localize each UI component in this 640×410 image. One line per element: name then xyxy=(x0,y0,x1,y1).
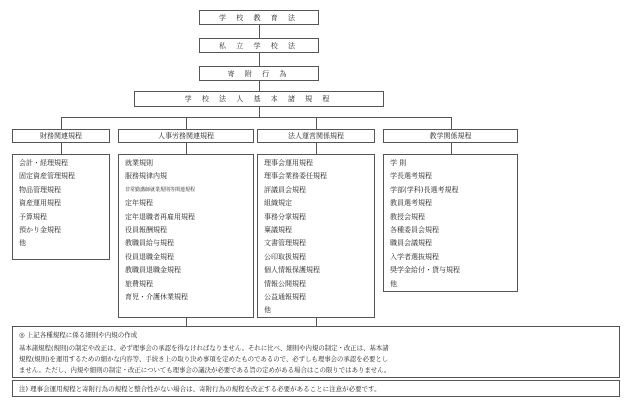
category-list-corporate xyxy=(257,154,375,318)
list-item: 事務分掌規程 xyxy=(264,212,306,221)
basic-rules-label: 学 校 法 人 基 本 諸 規 程 xyxy=(184,95,334,103)
list-item: 奨学金給付・貸与規程 xyxy=(390,266,460,275)
connector xyxy=(316,143,317,154)
category-title: 教学関係規程 xyxy=(429,132,472,140)
list-item: 預かり金規程 xyxy=(19,226,61,235)
list-item: 職員会議規程 xyxy=(390,239,432,248)
list-item: 固定資産管理規程 xyxy=(19,172,75,181)
list-item: 教職員退職金規程 xyxy=(125,266,181,275)
list-item: 学長選考規程 xyxy=(390,172,432,181)
list-item: 定年規程 xyxy=(125,199,153,208)
list-item: 文書管理規程 xyxy=(264,239,306,248)
list-item: 理事会運用規程 xyxy=(264,159,313,167)
list-item: 学 則 xyxy=(390,159,407,167)
category-header-academic xyxy=(383,129,518,143)
list-item: 他 xyxy=(390,279,397,288)
category-title: 財務関連規程 xyxy=(40,132,82,140)
list-item: 公益通報規程 xyxy=(264,293,306,302)
list-item: 稟議規程 xyxy=(264,226,292,235)
list-item: 役員報酬規程 xyxy=(125,226,167,235)
connector xyxy=(259,53,260,66)
connector xyxy=(186,318,187,326)
note-box xyxy=(12,326,620,378)
note-line: 規程(規則)を運用するための細かな内容等、手続き上の取り決め事項を定めたものであるので、必ずしも理事会の承認を必要とし xyxy=(19,355,389,363)
list-item: 各種委員会規程 xyxy=(390,226,439,235)
connector xyxy=(259,107,260,117)
school-education-law-label: 学 校 教 育 法 xyxy=(219,13,299,22)
list-item: 会計・経理規程 xyxy=(19,159,68,167)
list-item: 教員選考規程 xyxy=(390,199,432,208)
list-item: 物品管理規程 xyxy=(19,185,61,194)
category-header-hr xyxy=(118,129,254,143)
list-item: 入学者選抜規程 xyxy=(390,252,439,261)
category-list-academic xyxy=(383,154,518,292)
connector xyxy=(259,81,260,91)
connector xyxy=(316,318,317,326)
list-item: 他 xyxy=(264,306,271,315)
list-item: 資産運用規程 xyxy=(19,199,61,208)
list-item: 予算規程 xyxy=(19,212,47,221)
connector xyxy=(61,143,62,154)
private-school-law-label: 私 立 学 校 法 xyxy=(219,41,299,50)
footnote-text: 注) 理事会運用規程と寄附行為の規程と整合性がない場合は、寄附行為の規程を改正する必要があることに注意が必要です。 xyxy=(19,385,381,393)
list-item: 理事会業務委任規程 xyxy=(264,172,327,181)
list-item: 教職員給与規程 xyxy=(125,239,174,248)
connector xyxy=(316,117,317,129)
list-item: 教授会規程 xyxy=(390,212,425,221)
basic-rules-box xyxy=(134,91,384,107)
footnote-box xyxy=(12,380,620,397)
note-line: 基本諸規程(規則)の制定や改正は、必ず理事会の承認を得なければなりません。それに比べ、細則や内規の制定・改正は、基本諸 xyxy=(19,344,389,352)
list-item: 役員退職金規程 xyxy=(125,252,174,261)
list-item: 非常勤講師就業規則等関連規程 xyxy=(125,186,196,193)
category-title: 人事労務関連規程 xyxy=(158,132,214,140)
list-item: 他 xyxy=(19,239,26,248)
connector xyxy=(186,117,187,129)
category-header-finance xyxy=(12,129,110,143)
list-item: 情報公開規程 xyxy=(264,279,306,288)
category-title: 法人運営関係規程 xyxy=(288,132,344,140)
school-education-law-box xyxy=(199,10,319,25)
list-item: 育児・介護休業規程 xyxy=(125,293,188,302)
connector xyxy=(451,143,452,154)
list-item: 学部(学科)長選考規程 xyxy=(390,185,459,194)
list-item: 個人情報保護規程 xyxy=(264,266,320,275)
category-list-finance xyxy=(12,154,110,260)
list-item: 評議員会規程 xyxy=(264,185,306,194)
list-item: 服務規律内規 xyxy=(125,172,167,181)
list-item: 定年退職者再雇用規程 xyxy=(125,212,195,221)
list-item: 就業規則 xyxy=(125,159,153,167)
list-item: 組織規定 xyxy=(264,199,292,208)
list-item: 公印取扱規程 xyxy=(264,252,306,261)
connector xyxy=(259,25,260,38)
category-list-hr xyxy=(118,154,254,318)
note-heading: ◎ 上記各種規程に係る細則や内規の作成 xyxy=(19,331,138,339)
connector xyxy=(451,117,452,129)
category-header-corporate xyxy=(257,129,375,143)
endowment-box xyxy=(199,66,319,81)
connector xyxy=(61,117,62,129)
endowment-label: 寄 附 行 為 xyxy=(227,69,291,78)
branch-line xyxy=(61,117,451,118)
list-item: 旅費規程 xyxy=(125,279,153,288)
private-school-law-box xyxy=(199,38,319,53)
note-line: ません。ただし、内規や細則の制定・改正についても理事会の議決が必要である旨の定めがある場合はこの限りではありません。 xyxy=(19,366,391,374)
connector xyxy=(186,143,187,154)
